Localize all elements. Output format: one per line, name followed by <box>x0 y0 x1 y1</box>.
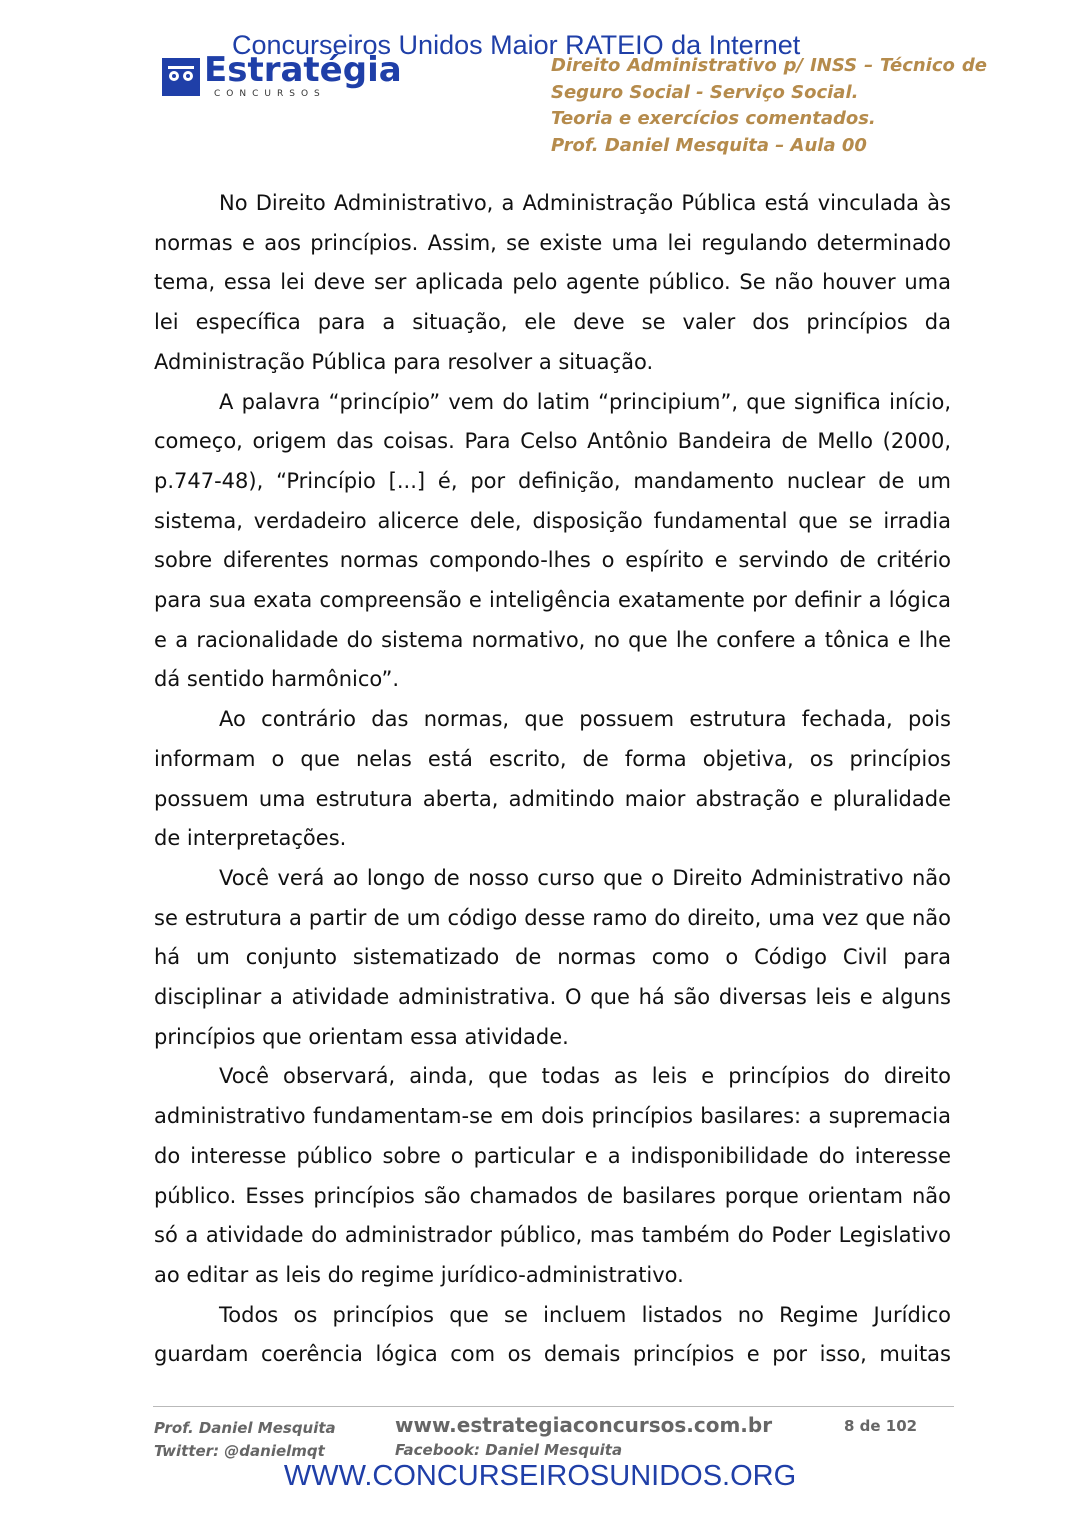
owl-eyes-icon <box>162 58 200 96</box>
course-header <box>551 53 987 159</box>
logo-subtitle: CONCURSOS <box>214 89 326 99</box>
footer-twitter: Twitter: @danielmqt <box>154 1442 325 1460</box>
watermark-bottom[interactable]: WWW.CONCURSEIROSUNIDOS.ORG <box>283 1460 797 1492</box>
body-paragraph: Todos os princípios que se incluem listados no Regime Jurídico guardam coerência lógica com os demais princípios e por isso, muitas <box>154 1302 951 1367</box>
header-word: – <box>864 55 874 76</box>
page-body <box>154 184 951 1375</box>
body-paragraph: Você observará, ainda, que todas as leis e princípios do direito administrativo fundamentam-se em dois princípios basilares: a supremacia do interesse público sobre o particular e a indisponibilidade do interesse público. Esses princípios são chamados de basilares porque orientam não só a atividade do administrador público, mas também do Poder Legislativo ao editar as leis do regime jurídico-administrativo. <box>154 1064 951 1287</box>
header-word: Direito <box>551 55 621 76</box>
footer-site-link[interactable]: www.estrategiaconcursos.com.br <box>395 1413 773 1437</box>
header-line-3: Teoria e exercícios comentados. <box>551 108 876 129</box>
body-paragraph: Ao contrário das normas, que possuem estrutura fechada, pois informam o que nelas está escrito, de forma objetiva, os princípios possuem uma estrutura aberta, admitindo maior abstração e pluralidade de interpretações. <box>154 707 951 851</box>
header-word: p/ <box>783 55 804 76</box>
header-word: Técnico <box>880 55 955 76</box>
watermark-top: Concurseiros Unidos Maior RATEIO da Internet <box>232 30 801 60</box>
header-word: Administrativo <box>627 55 777 76</box>
body-paragraph: A palavra “princípio” vem do latim “principium”, que significa início, começo, origem das coisas. Para Celso Antônio Bandeira de Mello (2000, p.747-48), “Princípio [...] é, por definição, mandamento nuclear de um sistema, verdadeiro alicerce dele, disposição fundamental que se irradia sobre diferentes normas compondo-lhes o espírito e servindo de critério para sua exata compreensão e inteligência exatamente por definir a lógica e a racionalidade do sistema normativo, no que lhe confere a tônica e lhe dá sentido harmônico”. <box>154 389 951 692</box>
estrategia-logo <box>162 50 402 100</box>
body-paragraph: No Direito Administrativo, a Administração Pública está vinculada às normas e aos princípios. Assim, se existe uma lei regulando determinado tema, essa lei deve ser aplicada pelo agente público. Se não houver uma lei específica para a situação, ele deve se valer dos princípios da Administração Pública para resolver a situação. <box>154 191 951 374</box>
footer-author: Prof. Daniel Mesquita <box>154 1419 336 1437</box>
header-word: INSS <box>810 55 858 76</box>
footer-facebook: Facebook: Daniel Mesquita <box>395 1441 623 1459</box>
footer-divider <box>153 1406 954 1407</box>
footer-site-block <box>395 1410 772 1460</box>
header-word: de <box>961 55 987 76</box>
page-number: 8 de 102 <box>844 1417 918 1435</box>
body-paragraph: Você verá ao longo de nosso curso que o Direito Administrativo não se estrutura a partir de um código desse ramo do direito, uma vez que não há um conjunto sistematizado de normas como o Código Civil para disciplinar a atividade administrativa. O que há são diversas leis e alguns princípios que orientam essa atividade. <box>154 865 951 1049</box>
header-line-2: Seguro Social - Serviço Social. <box>551 81 859 103</box>
header-line-4: Prof. Daniel Mesquita – Aula 00 <box>551 134 867 156</box>
footer-author-block <box>154 1417 336 1463</box>
logo-wordmark: Estratégia <box>204 50 402 90</box>
